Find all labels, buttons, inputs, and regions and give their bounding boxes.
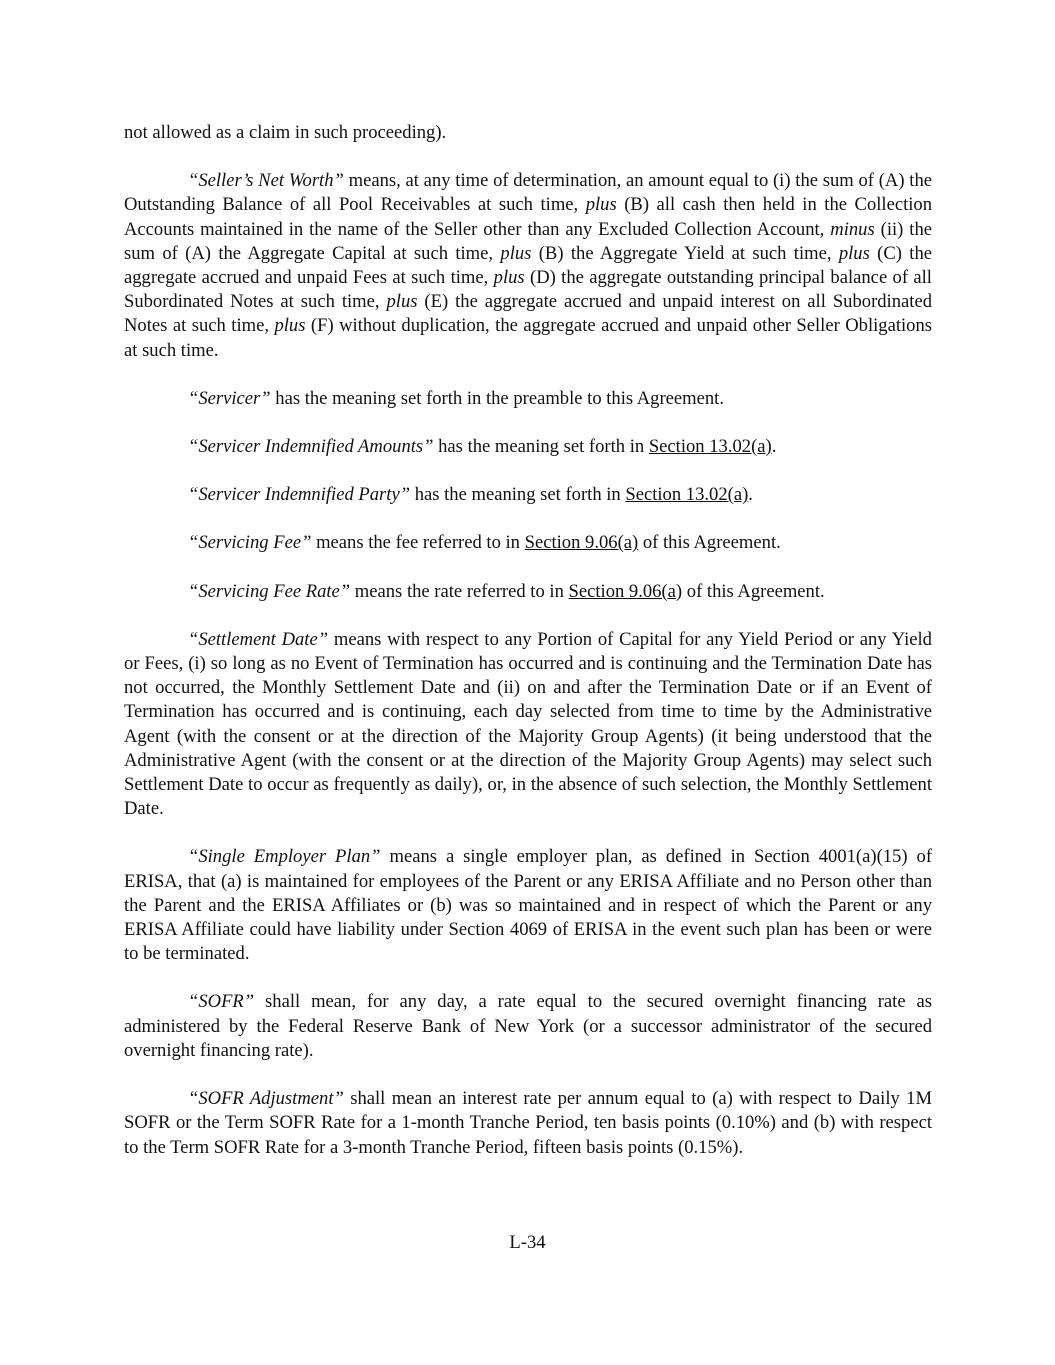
section-reference-link[interactable]: Section 9.06(a) [524,532,639,554]
definition-servicing-fee-rate: “Servicing Fee Rate” means the rate referred to in Section 9.06(a) of this Agreement. [188,580,825,602]
document-body [124,121,932,1184]
definition-sofr-adjustment: “SOFR Adjustment” shall mean an interest rate per annum equal to (a) with respect to Daily 1M SOFR or the Term SOFR Rate for a 1-month Tranche Period, ten basis points (0.10%) and (b) with respect to the Term SOFR Rate for a 3-month Tranche Period, fifteen basis points (0.15%). [124,1088,932,1158]
defined-term: “Servicer Indemnified Party” [188,484,411,506]
defined-term: “Servicing Fee” [188,532,312,554]
definition-servicer: “Servicer” has the meaning set forth in the preamble to this Agreement. [188,387,724,409]
definition-sofr: “SOFR” shall mean, for any day, a rate equal to the secured overnight financing rate as administered by the Federal Reserve Bank of New York (or a successor administrator of the secured overnight financing rate). [124,991,932,1061]
definition-single-employer-plan: “Single Employer Plan” means a single employer plan, as defined in Section 4001(a)(15) of ERISA, that (a) is maintained for employees of the Parent or any ERISA Affiliate and no Person other than the Parent and the ERISA Affiliates or (b) was so maintained and in respect of which the Parent or any ERISA Affiliate could have liability under Section 4069 of ERISA in the event such plan has been or were to be terminated. [124,846,933,965]
section-reference-link[interactable]: Section 9.06(a) [568,580,683,602]
defined-term: “SOFR” [188,991,255,1013]
section-reference-link[interactable]: Section 13.02(a) [625,484,749,506]
definition-servicer-indemnified-party: “Servicer Indemnified Party” has the meaning set forth in Section 13.02(a). [188,484,753,506]
intro-paragraph: not allowed as a claim in such proceeding). [124,122,447,143]
defined-term: “Seller’s Net Worth” [188,170,344,192]
defined-term: “Single Employer Plan” [188,846,381,868]
defined-term: “Servicing Fee Rate” [188,580,351,602]
defined-term: “Servicer” [188,387,271,409]
page-number: L-34 [509,1232,546,1253]
defined-term: “SOFR Adjustment” [188,1088,344,1110]
definition-sellers-net-worth: “Seller’s Net Worth” means, at any time of determination, an amount equal to (i) the sum of (A) the Outstanding Balance of all Pool Receivables at such time, plus (B) all cash then held in the Collection Accounts maintained in the name of the Seller other than any Excluded Collection Account, minus (ii) the sum of (A) the Aggregate Capital at such time, plus (B) the Aggregate Yield at such time, plus (C) the aggregate accrued and unpaid Fees at such time, plus (D) the aggregate outstanding principal balance of all Subordinated Notes at such time, plus (E) the aggregate accrued and unpaid interest on all Subordinated Notes at such time, plus (F) without duplication, the aggregate accrued and unpaid other Seller Obligations at such time. [124,170,933,361]
definition-settlement-date: “Settlement Date” means with respect to any Portion of Capital for any Yield Period or any Yield or Fees, (i) so long as no Event of Termination has occurred and is continuing and the Termination Date has not occurred, the Monthly Settlement Date and (ii) on and after the Termination Date or if an Event of Termination has occurred and is continuing, each day selected from time to time by the Administrative Agent (with the consent or at the direction of the Majority Group Agents) (it being understood that the Administrative Agent (with the consent or at the direction of the Majority Group Agents) may select such Settlement Date to occur as frequently as daily), or, in the absence of such selection, the Monthly Settlement Date. [124,628,932,820]
section-reference-link[interactable]: Section 13.02(a) [648,436,772,458]
definition-servicer-indemnified-amounts: “Servicer Indemnified Amounts” has the meaning set forth in Section 13.02(a). [188,436,777,458]
definition-servicing-fee: “Servicing Fee” means the fee referred to in Section 9.06(a) of this Agreement. [188,532,781,554]
defined-term: “Servicer Indemnified Amounts” [188,436,434,458]
defined-term: “Settlement Date” [188,628,329,650]
